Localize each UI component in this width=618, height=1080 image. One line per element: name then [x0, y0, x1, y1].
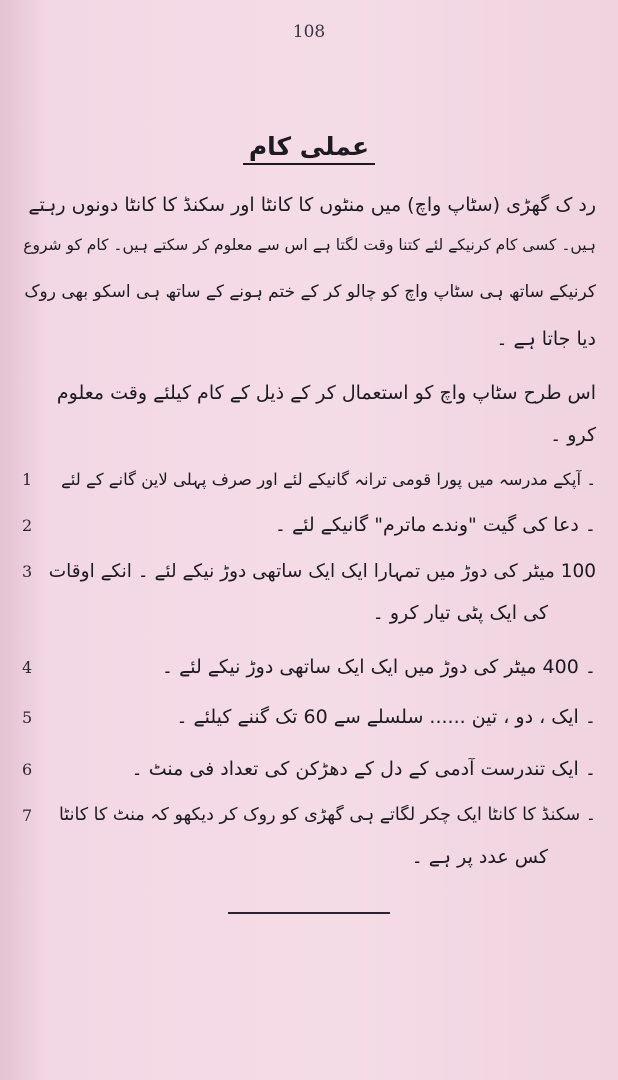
instruction-line-1: اس طرح سٹاپ واچ کو استعمال کر کے ذیل کے کام کیلئے وقت معلوم — [56, 382, 596, 404]
list-item — [22, 800, 596, 830]
item-text: ۔ آپکے مدرسہ میں پورا قومی ترانہ گانیکے لئے اور صرف پہلی لاین گانے کے لئے — [61, 469, 596, 489]
item-text: ۔ دعا کی گیت "وندے ماترم" گانیکے لئے ۔ — [274, 514, 596, 536]
item-text: ۔ سکنڈ کا کانٹا ایک چکر لگاتے ہی گھڑی کو روک کر دیکھو کہ منٹ کا کانٹا — [58, 805, 596, 825]
section-heading — [0, 132, 618, 165]
list-item — [22, 464, 596, 494]
list-item — [22, 702, 596, 732]
section-heading-text: عملی کام — [243, 132, 375, 165]
item-number: 3 — [22, 561, 33, 581]
intro-line-2: ہیں۔ کسی کام کرنیکے لئے کتنا وقت لگتا ہے اس سے معلوم کر سکتے ہیں۔ کام کو شروع — [23, 236, 596, 254]
instruction-line-2: کرو ۔ — [550, 424, 596, 446]
item-continuation: کی ایک پٹی تیار کرو ۔ — [372, 602, 548, 624]
intro-line-3: کرنیکے ساتھ ہی سٹاپ واچ کو چالو کر کے ختم ہونے کے ساتھ ہی اسکو بھی روک — [24, 282, 596, 302]
page-number: 108 — [292, 22, 326, 42]
item-number: 5 — [22, 707, 33, 727]
item-continuation: کس عدد پر ہے ۔ — [411, 846, 548, 868]
list-item — [22, 556, 596, 586]
list-item — [22, 510, 596, 540]
item-number: 6 — [22, 759, 33, 779]
item-text: 100 میٹر کی دوڑ میں تمہارا ایک ایک ساتھی دوڑ نیکے لئے ۔ انکے اوقات — [48, 560, 596, 582]
list-item — [22, 652, 596, 682]
item-number: 2 — [22, 515, 33, 535]
item-text: ۔ ایک تندرست آدمی کے دل کے دھڑکن کی تعداد فی منٹ ۔ — [131, 758, 596, 780]
intro-line-4: دیا جاتا ہے ۔ — [496, 328, 596, 350]
item-text: ۔ ایک ، دو ، تین ...... سلسلے سے 60 تک گننے کیلئے ۔ — [176, 706, 596, 728]
intro-line-1: رد ک گھڑی (سٹاپ واچ) میں منٹوں کا کانٹا اور سکنڈ کا کانٹا دونوں رہتے — [28, 194, 596, 216]
section-end-rule — [228, 912, 390, 914]
item-number: 7 — [22, 805, 33, 825]
item-text: ۔ 400 میٹر کی دوڑ میں ایک ایک ساتھی دوڑ نیکے لئے ۔ — [161, 656, 596, 678]
list-item — [22, 754, 596, 784]
item-number: 1 — [22, 469, 33, 489]
item-number: 4 — [22, 657, 33, 677]
